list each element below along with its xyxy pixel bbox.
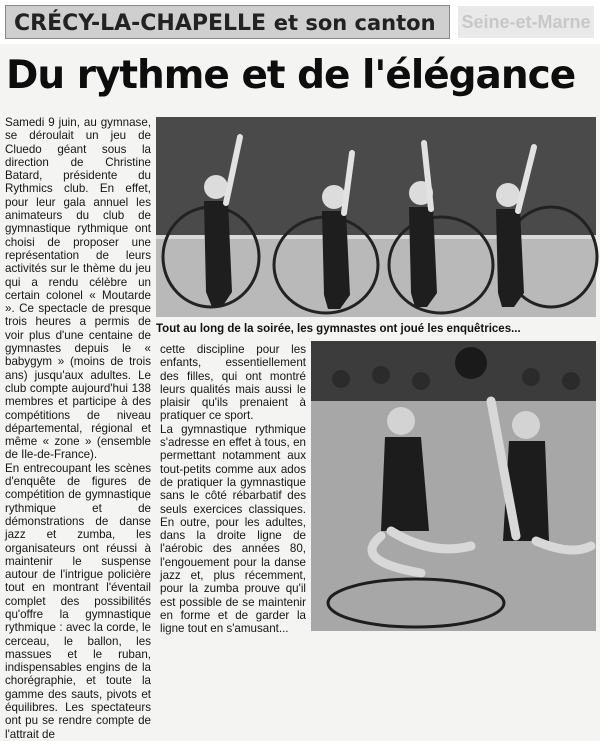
- photo-caption: Tout au long de la soirée, les gymnastes ont joué les enquêtrices...: [156, 323, 521, 335]
- section-title: CRÉCY-LA-CHAPELLE: [14, 11, 267, 36]
- article-column-right: [160, 343, 306, 636]
- paragraph: La gymnastique rythmique s'adresse en effet à tous, en permettant notamment aux tout-petits comme aux ados de pratiquer la gymnastique sans le côté rébarbatif des seuls exercices classiques. En outre, pour les adultes, dans la droite ligne de l'aérobic des années 80, l'engouement pour la danse jazz et, plus récemment, pour la zumba prouve qu'il est possible de se maintenir en forme et de garder la ligne tout en s'amusant...: [160, 422, 306, 636]
- gymnasts-hoops-illustration: [156, 117, 596, 317]
- section-banner: [5, 5, 450, 39]
- article-headline: Du rythme et de l'élégance: [6, 53, 576, 98]
- photo-gymnasts-floor: [311, 341, 596, 631]
- paragraph: En entrecoupant les scènes d'enquête de figures de compétition de gymnastique rythmique et de démonstrations de danse jazz et zumba, les organisateurs ont réussi à maintenir le suspense autour de l'intrigue policière tout en montrant l'éventail complet des possibilités qu'offre la gymnastique rythmique : avec la corde, le cerceau, le ballon, les massues et le ruban, indispensables engins de la chorégraphie, et toute la gamme des sauts, pivots et équilibres. Les spectateurs ont pu se rendre compte de l'attrait de: [5, 461, 151, 741]
- article-column-left: [5, 116, 151, 741]
- paragraph: Samedi 9 juin, au gymnase, se déroulait un jeu de Cluedo géant sous la direction de Christine Batard, présidente du Rythmics club. En effet, pour leur gala annuel les animateurs du club de gymnastique rythmique ont choisi de proposer une représentation de leurs activités sur le thème du jeu qui a rendu célèbre un certain colonel « Moutarde ». Ce spectacle de presque trois heures a permis de voir plus d'une centaine de gymnastes depuis le « babygym » (moins de trois ans) jusqu'aux adultes. Le club compte aujourd'hui 138 membres et participe à des compétitions de niveau départemental, régional et même « zone » (ensemble de Ile-de-France).: [5, 116, 151, 462]
- gymnasts-floor-illustration: [311, 341, 596, 631]
- paragraph: cette discipline pour les enfants, essentiellement des filles, qui ont montré leurs qualités mais aussi le plaisir qu'ils prenaient à pratiquer ce sport.: [160, 343, 306, 423]
- section-subtitle: et son canton: [273, 11, 436, 35]
- photo-gymnasts-hoops: [156, 117, 596, 317]
- faint-section-tag: Seine-et-Marne: [458, 6, 594, 38]
